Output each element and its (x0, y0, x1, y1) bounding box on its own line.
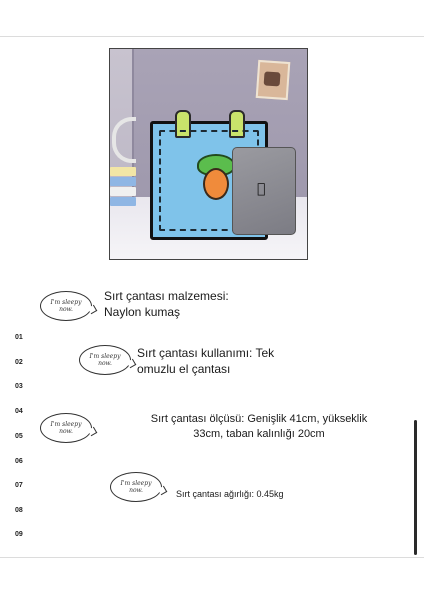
product-photo (109, 48, 308, 260)
sleepy-sticker: I'm sleepy now. (40, 291, 92, 321)
line-number: 06 (15, 458, 23, 465)
carrot-image (203, 168, 229, 200)
line-number: 01 (15, 334, 23, 341)
weight-info: Sırt çantası ağırlığı: 0.45kg (176, 489, 284, 499)
usage-label: Sırt çantası kullanımı: Tek (137, 346, 275, 360)
line-number: 05 (15, 433, 23, 440)
size-info (114, 412, 404, 442)
line-number: 08 (15, 507, 23, 514)
line-number: 09 (15, 531, 23, 538)
usage-value: omuzlu el çantası (137, 362, 231, 376)
size-value: 33cm, taban kalınlığı 20cm (193, 428, 325, 440)
line-number: 02 (15, 359, 23, 366)
tablet-image (232, 147, 296, 235)
material-value: Naylon kumaş (104, 305, 181, 319)
size-label: Sırt çantası ölçüsü: Genişlik 41cm, yükseklik (150, 413, 368, 425)
line-number: 07 (15, 482, 23, 489)
sleepy-sticker: I'm sleepy now. (110, 472, 162, 502)
usage-info (137, 345, 274, 377)
line-number: 04 (15, 408, 23, 415)
scrollbar[interactable] (414, 420, 417, 555)
apple-logo-icon (257, 181, 265, 197)
books-image (110, 167, 136, 211)
line-number: 03 (15, 383, 23, 390)
sleepy-sticker: I'm sleepy now. (79, 345, 131, 375)
material-info (104, 288, 229, 320)
postcard-image (256, 60, 291, 100)
material-label: Sırt çantası malzemesi: (104, 289, 229, 303)
sleepy-sticker: I'm sleepy now. (40, 413, 92, 443)
